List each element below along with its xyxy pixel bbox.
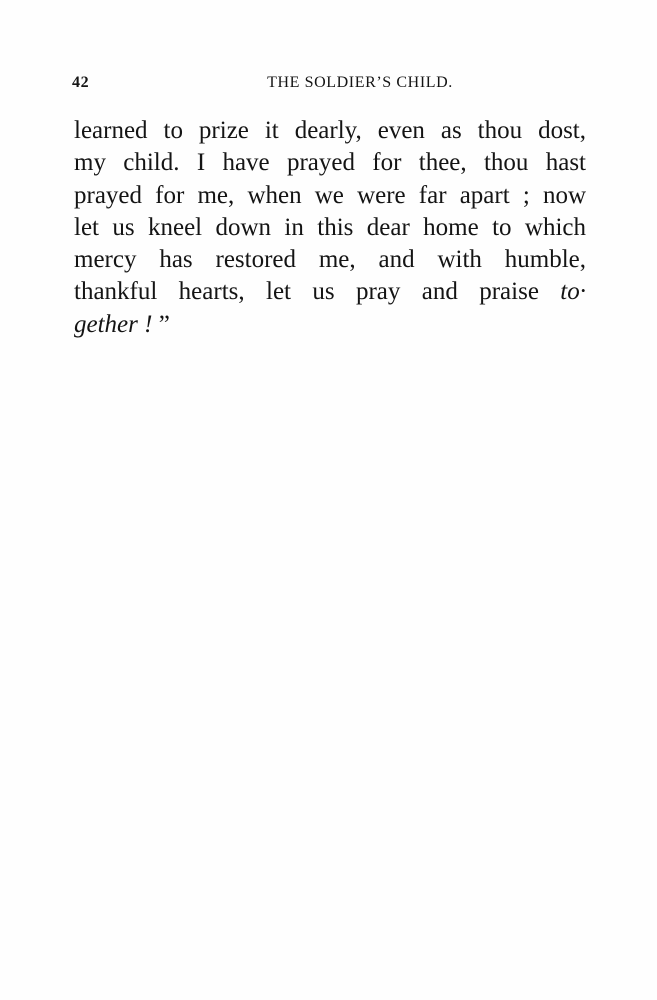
running-title: THE SOLDIER’S CHILD. bbox=[267, 74, 453, 91]
page-number: 42 bbox=[72, 74, 90, 91]
closing-quote: ” bbox=[152, 310, 170, 338]
text-line-1: learned to prize it dearly, even as thou dost, bbox=[74, 117, 586, 144]
text-line-6-italic: to· bbox=[560, 278, 586, 306]
body-text bbox=[74, 115, 586, 341]
text-line-6-roman: thankful hearts, let us pray and praise bbox=[74, 278, 539, 306]
text-line-3: prayed for me, when we were far apart ; now bbox=[74, 181, 586, 209]
text-line-6 bbox=[74, 276, 586, 308]
text-line-7 bbox=[74, 309, 586, 341]
text-line-2: my child. I have prayed for thee, thou hast bbox=[74, 149, 586, 177]
text-line-5: mercy has restored me, and with humble, bbox=[74, 246, 586, 274]
text-line-4: let us kneel down in this dear home to which bbox=[74, 213, 586, 241]
text-line-7-italic: gether ! bbox=[74, 310, 153, 338]
running-head bbox=[72, 74, 592, 98]
